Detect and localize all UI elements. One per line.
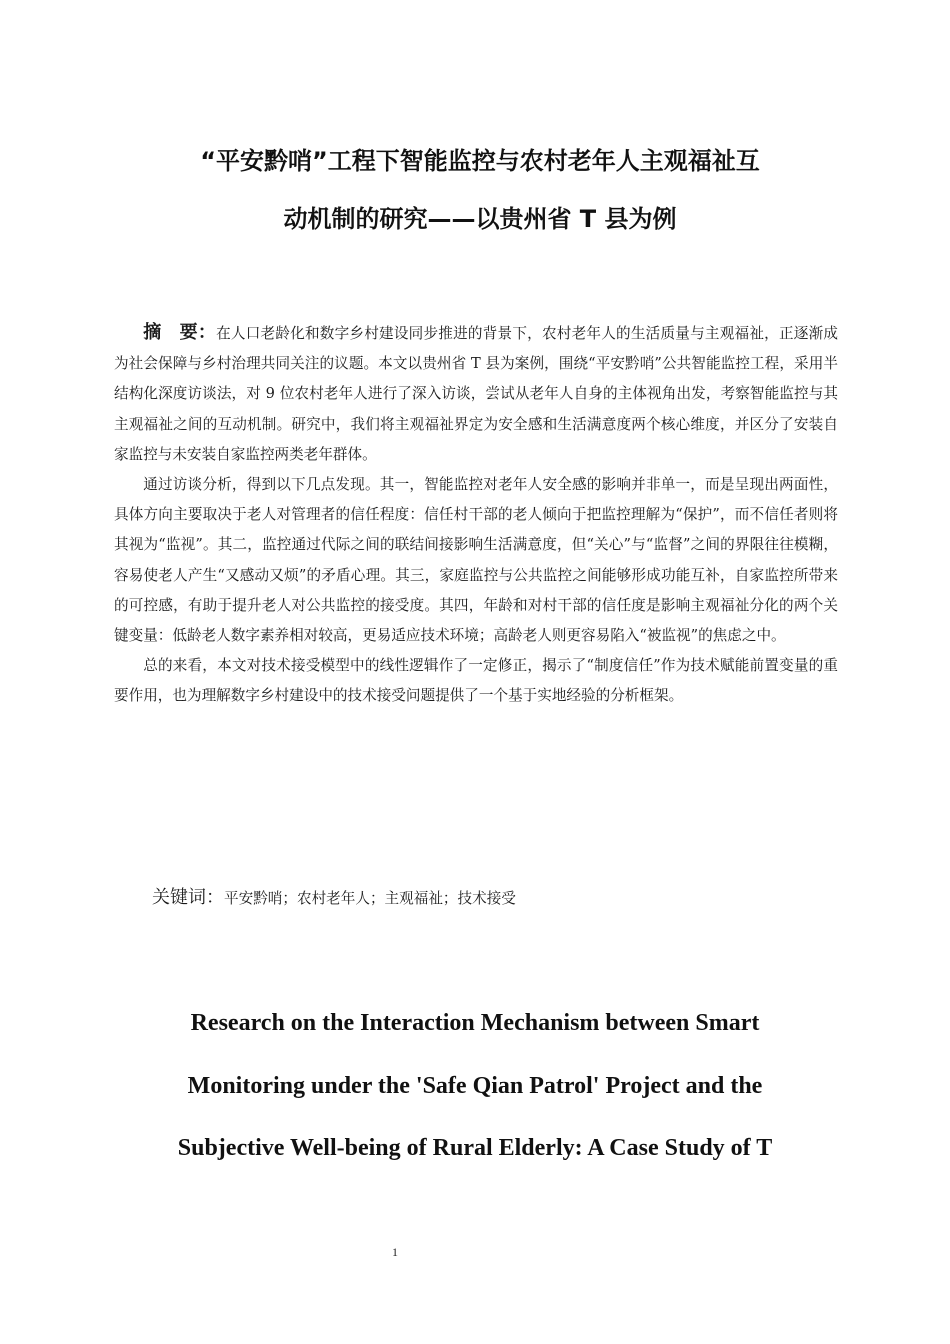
english-title-line-2: Monitoring under the 'Safe Qian Patrol' Project and the [187,1073,763,1099]
abstract-paragraph-2: 通过访谈分析，得到以下几点发现。其一，智能监控对老年人安全感的影响并非单一，而是呈现出两面性，具体方向主要取决于老人对管理者的信任程度：信任村干部的老人倾向于把监控理解为“保护”，而不信任者则将其视为“监视”。其二，监控通过代际之间的联结间接影响生活满意度，但“关心”与“监督”之间的界限往往模糊，容易使老人产生“又感动又烦”的矛盾心理。其三，家庭监控与公共监控之间能够形成功能互补，自家监控所带来的可控感，有助于提升老人对公共监控的接受度。其四，年龄和对村干部的信任度是影响主观福祉分化的两个关键变量：低龄老人数字素养相对较高，更易适应技术环境；高龄老人则更容易陷入“被监视”的焦虑之中。 [114,476,838,645]
abstract-section [114,318,838,712]
page-number: 1 [392,1245,398,1259]
chinese-title-line-1: “平安黔哨”工程下智能监控与农村老年人主观福祉互 [200,147,760,175]
keywords-line [152,883,516,909]
chinese-title-line-2: 动机制的研究——以贵州省 T 县为例 [283,205,677,233]
english-title-line-3: Subjective Well-being of Rural Elderly: A Case Study of T [177,1135,773,1161]
abstract-paragraph-3: 总的来看，本文对技术接受模型中的线性逻辑作了一定修正，揭示了“制度信任”作为技术赋能前置变量的重要作用，也为理解数字乡村建设中的技术接受问题提供了一个基于实地经验的分析框架。 [114,657,838,705]
abstract-paragraph-1-text: 在人口老龄化和数字乡村建设同步推进的背景下，农村老年人的生活质量与主观福祉，正逐渐成为社会保障与乡村治理共同关注的议题。本文以贵州省 T 县为案例，围绕“平安黔哨”公共智能监控工程，采用半结构化深度访谈法，对 9 位农村老年人进行了深入访谈，尝试从老年人自身的主体视角出发，考察智能监控与其主观福祉之间的互动机制。研究中，我们将主观福祉界定为安全感和生活满意度两个核心维度，并区分了安装自家监控与未安装自家监控两类老年群体。 [114,325,839,463]
keywords-label: 关键词： [152,887,224,908]
abstract-label: 摘 要： [143,322,217,343]
english-title-line-1: Research on the Interaction Mechanism between Smart [190,1010,760,1036]
keywords-value: 平安黔哨；农村老年人；主观福祉；技术接受 [224,890,516,907]
abstract-paragraph-1 [114,318,838,470]
